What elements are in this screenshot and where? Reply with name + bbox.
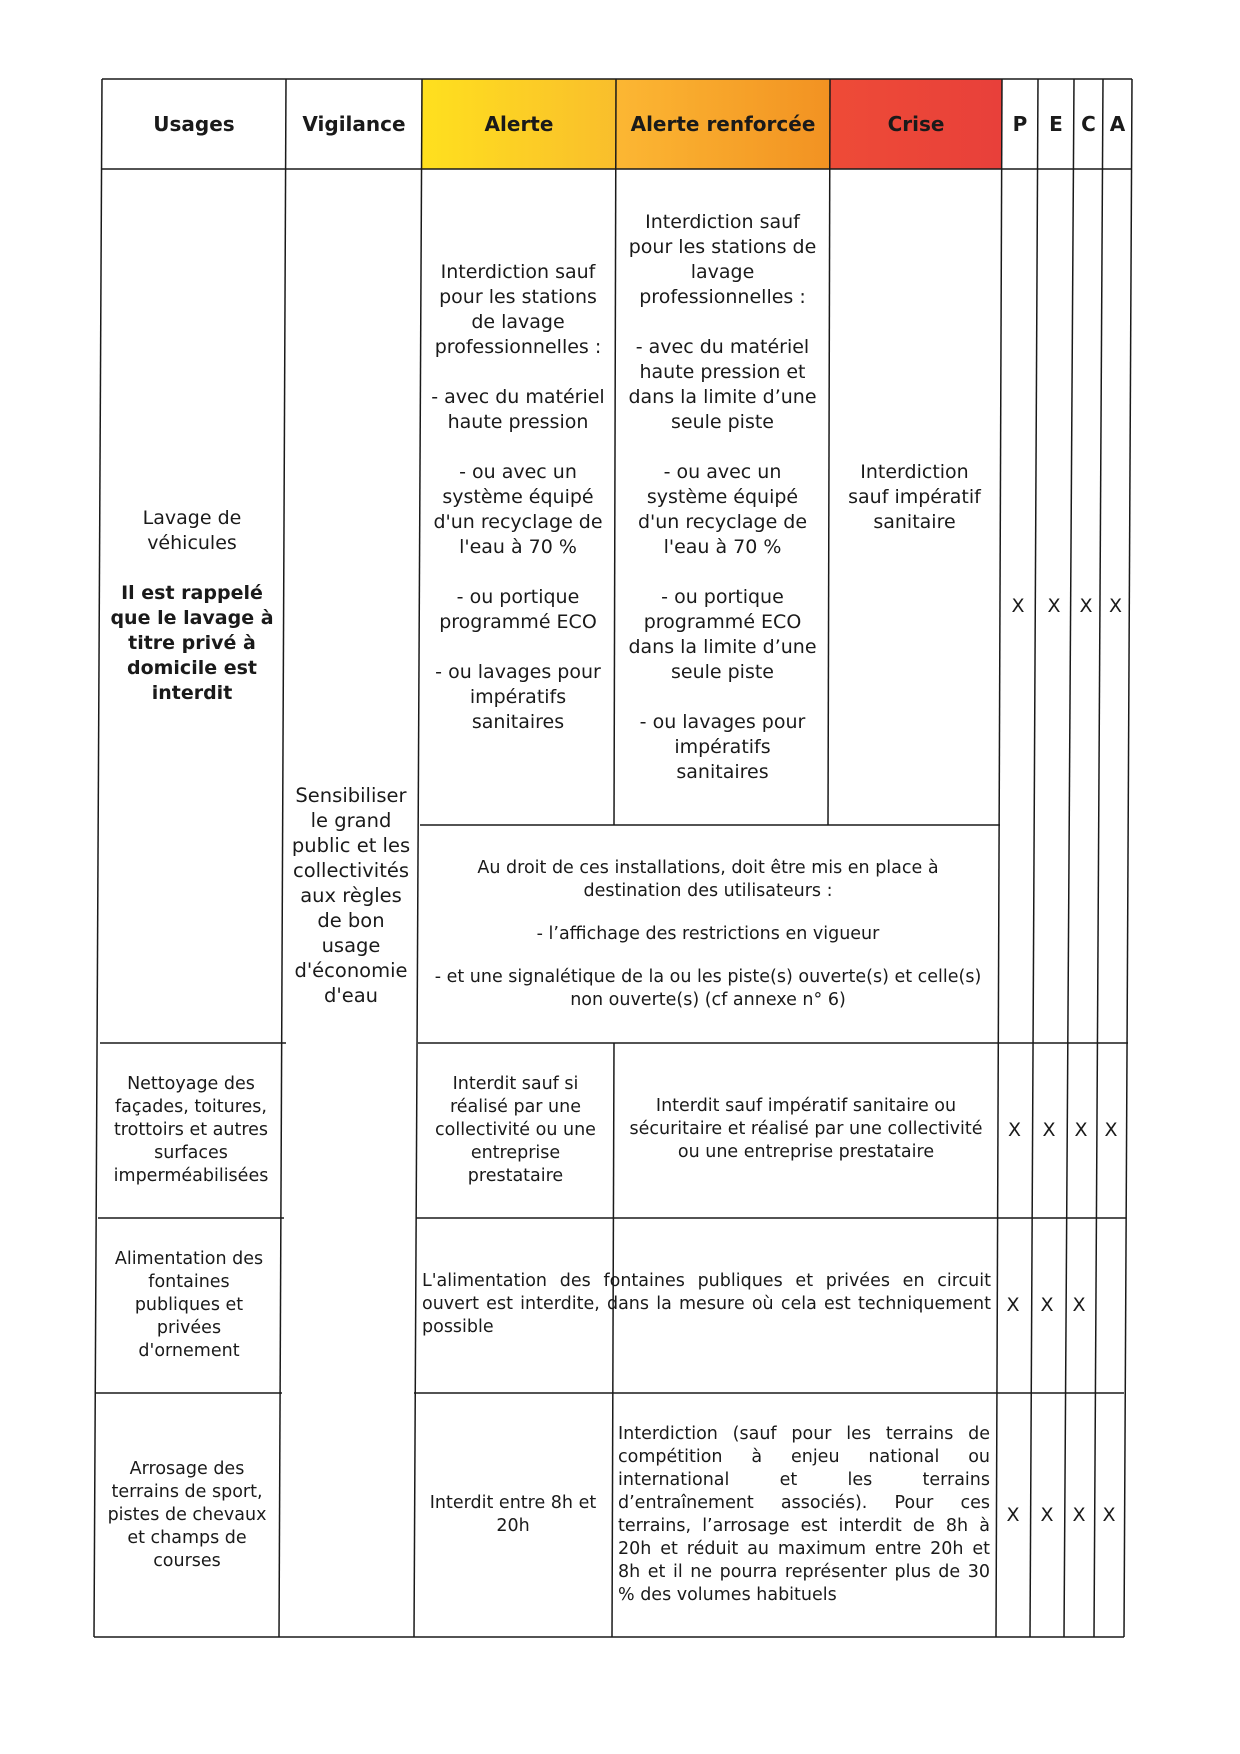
lavage-renforcee-intro: Interdiction sauf pour les stations de lavage professionnelles : bbox=[628, 210, 817, 308]
lavage-alerte-sanitaires: - ou lavages pour impératifs sanitaires bbox=[435, 660, 601, 733]
nettoyage-usage-cell bbox=[98, 1043, 284, 1218]
fontaines-usage-cell bbox=[96, 1218, 282, 1393]
lavage-renforcee-portique: - ou portique programmé ECO dans la limite d’une seule piste bbox=[628, 585, 817, 683]
lavage-usage-cell bbox=[100, 169, 284, 1043]
header-col-p: P bbox=[1012, 112, 1028, 136]
fontaines-p: X bbox=[1006, 1294, 1020, 1316]
lavage-alerte-haute-pression: - avec du matériel haute pression bbox=[431, 385, 605, 433]
lavage-a: X bbox=[1108, 594, 1123, 617]
lavage-installations-signaletique: - et une signalétique de la ou les piste(s) ouverte(s) et celle(s) non ouverte(s) (cf annexe n° 6) bbox=[434, 966, 982, 1010]
fontaines-c: X bbox=[1072, 1294, 1086, 1316]
arrosage-renforcee-crise-cell bbox=[612, 1393, 996, 1637]
arrosage-alerte-cell bbox=[414, 1393, 612, 1637]
fontaines-text: L'alimentation des fontaines publiques et privées en circuit ouvert est interdite, dans la mesure où cela est techniquement possible bbox=[422, 1271, 991, 1337]
lavage-alerte-intro: Interdiction sauf pour les stations de lavage professionnelles : bbox=[434, 260, 602, 358]
arrosage-usage: Arrosage des terrains de sport, pistes de chevaux et champs de courses bbox=[107, 1458, 267, 1571]
arrosage-e: X bbox=[1040, 1503, 1054, 1526]
header-usages: Usages bbox=[153, 112, 235, 136]
lavage-c: X bbox=[1079, 594, 1093, 617]
nettoyage-c: X bbox=[1074, 1119, 1088, 1141]
lavage-p: X bbox=[1011, 594, 1025, 617]
fontaines-e: X bbox=[1040, 1294, 1054, 1316]
header-vigilance: Vigilance bbox=[302, 112, 406, 136]
nettoyage-usage: Nettoyage des façades, toitures, trottoirs et autres surfaces imperméabilisées bbox=[113, 1074, 269, 1186]
nettoyage-e: X bbox=[1042, 1119, 1056, 1141]
lavage-alerte-cell bbox=[420, 169, 616, 825]
arrosage-a: X bbox=[1102, 1503, 1116, 1526]
lavage-crise-cell bbox=[829, 169, 1000, 825]
lavage-installations-cell bbox=[418, 825, 998, 1043]
fontaines-usage: Alimentation des fontaines publiques et privées d'ornement bbox=[114, 1249, 264, 1361]
nettoyage-alerte: Interdit sauf si réalisé par une collectivité ou une entreprise prestataire bbox=[435, 1074, 596, 1186]
lavage-usage: Lavage de véhicules bbox=[142, 507, 242, 554]
arrosage-alerte: Interdit entre 8h et 20h bbox=[429, 1493, 597, 1536]
header-alerte-renforcee: Alerte renforcée bbox=[630, 112, 816, 136]
lavage-renforcee-recyclage: - ou avec un système équipé d'un recyclage de l'eau à 70 % bbox=[637, 460, 808, 558]
lavage-alerte-portique: - ou portique programmé ECO bbox=[439, 585, 597, 633]
arrosage-c: X bbox=[1072, 1503, 1086, 1526]
header-crise: Crise bbox=[887, 112, 945, 136]
nettoyage-a: X bbox=[1104, 1119, 1118, 1141]
nettoyage-alerte-cell bbox=[417, 1043, 614, 1218]
lavage-renforcee-haute-pression: - avec du matériel haute pression et dans la limite d’une seule piste bbox=[628, 335, 817, 433]
lavage-crise: Interdiction sauf impératif sanitaire bbox=[848, 460, 981, 533]
lavage-installations-affichage: - l’affichage des restrictions en vigueur bbox=[536, 923, 880, 944]
nettoyage-renforcee-crise: Interdit sauf impératif sanitaire ou sécuritaire et réalisé par une collectivité ou une entreprise prestataire bbox=[629, 1096, 983, 1162]
nettoyage-renforcee-crise-cell bbox=[614, 1043, 998, 1218]
arrosage-renforcee-crise: Interdiction (sauf pour les terrains de compétition à enjeu national ou international et les terrains d’entraînement associés). Pour ces terrains, l’arrosage est interdit de 8h à 20h et réduit au maximum entre 20h et 8h et il ne pourra représenter plus de 30 % des volumes habituels bbox=[618, 1424, 990, 1605]
vigilance-cell bbox=[284, 750, 418, 1040]
fontaines-text-cell bbox=[416, 1218, 997, 1393]
arrosage-p: X bbox=[1006, 1503, 1020, 1526]
lavage-note: Il est rappelé que le lavage à titre privé à domicile est interdit bbox=[110, 582, 274, 704]
vigilance-text: Sensibiliser le grand public et les collectivités aux règles de bon usage d'économie d'eau bbox=[291, 783, 411, 1007]
lavage-renforcee-cell bbox=[616, 169, 829, 825]
header-col-a: A bbox=[1109, 112, 1126, 136]
nettoyage-p: X bbox=[1007, 1119, 1022, 1141]
lavage-alerte-recyclage: - ou avec un système équipé d'un recyclage de l'eau à 70 % bbox=[433, 460, 603, 558]
header-col-c: C bbox=[1081, 112, 1096, 136]
arrosage-usage-cell bbox=[94, 1393, 280, 1637]
header-alerte: Alerte bbox=[484, 112, 554, 136]
lavage-renforcee-sanitaires: - ou lavages pour impératifs sanitaires bbox=[639, 710, 806, 783]
header-col-e: E bbox=[1049, 112, 1063, 136]
lavage-e: X bbox=[1047, 594, 1061, 617]
lavage-installations-intro: Au droit de ces installations, doit être mis en place à destination des utilisateurs : bbox=[477, 857, 939, 901]
